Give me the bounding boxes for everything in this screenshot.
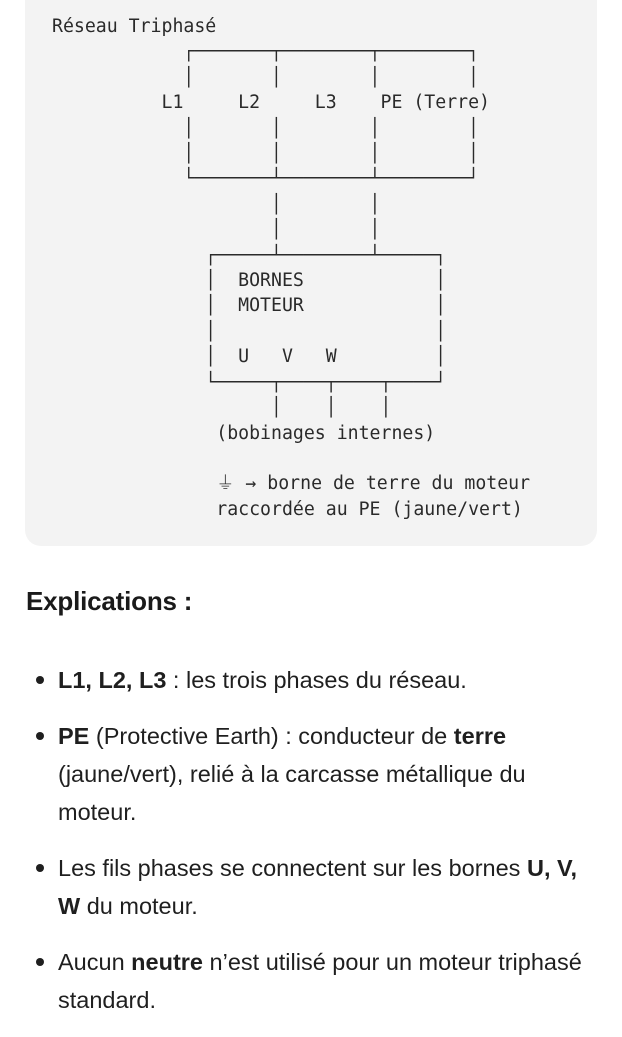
diagram-line-phases: L1 L2 L3 PE (Terre) xyxy=(52,92,490,114)
diagram-line: │ │ xyxy=(52,320,447,342)
text: : les trois phases du réseau. xyxy=(166,667,467,693)
text: Les fils phases se connectent sur les bornes xyxy=(58,855,527,881)
bold-text: neutre xyxy=(131,949,203,975)
bold-text: U, V, W xyxy=(58,855,578,919)
list-item xyxy=(0,717,622,831)
diagram-line-moteur: │ MOTEUR │ xyxy=(52,295,447,317)
diagram-line-earth: ⏚ → borne de terre du moteur xyxy=(52,473,531,495)
code-block xyxy=(25,0,597,546)
diagram-line xyxy=(52,448,63,469)
diagram-line-bornes: │ BORNES │ xyxy=(52,270,447,292)
diagram-line: └───────┴────────┴────────┘ xyxy=(52,168,480,190)
wiring-diagram xyxy=(52,14,530,522)
diagram-line-bobinages: (bobinages internes) xyxy=(52,422,436,444)
diagram-line: │ │ │ │ xyxy=(52,66,480,88)
diagram-line: │ │ │ xyxy=(52,397,392,419)
diagram-line: ┌───────┬────────┬────────┐ xyxy=(52,41,480,63)
diagram-line-raccordee: raccordée au PE (jaune/vert) xyxy=(52,498,523,520)
diagram-line-uvw: │ U V W │ xyxy=(52,346,447,368)
text: (jaune/vert), relié à la carcasse métallique du moteur. xyxy=(58,761,526,825)
bold-text: PE xyxy=(58,723,90,749)
diagram-line-title: Réseau Triphasé xyxy=(52,16,217,37)
bold-text: terre xyxy=(453,723,507,749)
list-item xyxy=(0,849,622,925)
section-title: Explications : xyxy=(26,586,193,616)
explications-list xyxy=(0,661,622,1037)
text: Aucun xyxy=(58,949,132,975)
diagram-line: │ │ │ │ xyxy=(52,117,480,139)
text: du moteur. xyxy=(80,893,198,919)
text: n’est utilisé pour un moteur triphasé standard. xyxy=(58,949,582,1013)
diagram-line: │ │ │ │ xyxy=(52,143,480,165)
diagram-line: ┌─────┴────────┴─────┐ xyxy=(52,244,447,266)
bold-text: L1, L2, L3 xyxy=(58,667,167,693)
list-item xyxy=(0,661,622,699)
diagram-line: │ │ xyxy=(52,193,381,215)
diagram-line: │ │ xyxy=(52,219,381,241)
list-item xyxy=(0,943,622,1019)
diagram-line: └─────┬────┬────┬────┘ xyxy=(52,371,447,393)
text: (Protective Earth) : conducteur de xyxy=(89,723,454,749)
